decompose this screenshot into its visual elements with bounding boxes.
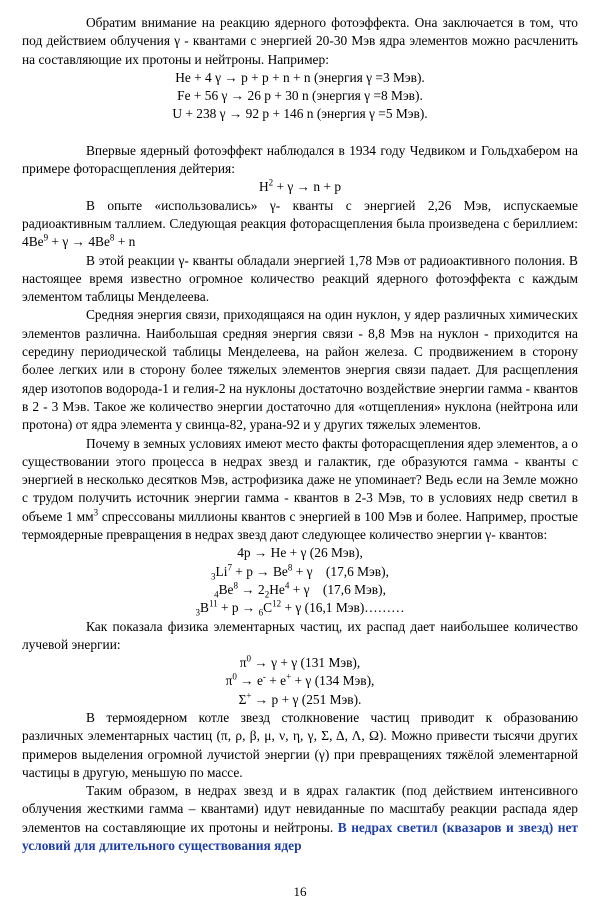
- highlighted-statement: В недрах светил (квазаров и звезд) нет условий для длительного существования ядер: [22, 819, 578, 854]
- paragraph-particle-decay: Как показала физика элементарных частиц, их распад дает наибольшее количество лучевой энергии:: [22, 618, 578, 652]
- equation-thermo-2: $_3Li^7 + p \to Be^8 + \gamma$ (17,6 Мэв),: [211, 562, 389, 582]
- equation-thermo-1: 4p → He + γ (26 Мэв),: [237, 545, 363, 561]
- paragraph-thermonuclear-boiler: В термоядерном котле звезд столкновение частиц приводит к образованию различных элементарных частиц (π, ρ, β, μ, ν, η, γ, Σ, Δ, Λ, Ω). Можно привести тысячи других примеров выделения огромной лучистой энергии (γ) при превращениях тяжёлой элементарной частицы в другую, меньшую по массе.: [22, 709, 578, 780]
- paragraph-conclusion: Таким образом, в недрах звезд и в ядрах галактик (под действием интенсивного облучения жесткими гамма – квантами) идут невиданные по масштабу реакции распада ядер элементов на составляющие их протоны и нейтроны. В недрах светил (квазаров и звезд) нет условий для длительного существования ядер: [22, 783, 578, 854]
- equation-uranium: U + 238 γ → 92 p + 146 n (энергия γ =5 Мэв).: [172, 106, 428, 122]
- equation-thermo-4: $_3B^{11} + p \to _6C^{12} + \gamma$ (16,1 Мэв)………: [195, 598, 405, 618]
- equation-decay-1: $\pi^0 \to \gamma + \gamma$ (131 Мэв),: [239, 653, 361, 671]
- page-number: 16: [293, 884, 307, 899]
- equation-helium: He + 4 γ → p + p + n + n (энергия γ =3 Мэв).: [175, 69, 425, 85]
- paragraph-binding-energy: Средняя энергия связи, приходящаяся на один нуклон, у ядер различных химических элементов различна. Наибольшая средняя энергия связи - 8,8 Мэв на нуклон - приходится на середину периодической таблицы Менделеева, на район железа. С продвижением в сторону более легких или в сторону более тяжелых элементов энергия связи падает. Для расщепления ядер изотопов водорода-1 и гелия-2 на нуклоны достаточно воздействие энергии гамма - квантов в 2 - 3 Мэв. Такое же количество энергии достаточно для «отщепления» нуклона (нейтрона или протона) от ядра элемента у свинца-82, урана-92 и у других тяжелых элементов.: [22, 307, 578, 433]
- paragraph-beryllium: В опыте «использовались» γ- кванты с энергией 2,26 Мэв, испускаемые радиоактивным таллием. Следующая реакция фоторасщепления была произведена с бериллием: $4Be^9 + \gamma \to 4Be^8 + n$: [22, 197, 578, 250]
- document-page: [22, 14, 578, 855]
- equation-decay-2: $\pi^0 \to e^- + e^+ + \gamma$ (134 Мэв),: [225, 671, 375, 689]
- equation-deuterium: $H^2 + \gamma \to n + p$: [258, 177, 342, 195]
- paragraph-first-observation: Впервые ядерный фотоэффект наблюдался в 1934 году Чедвиком и Гольдхабером на примере фоторасщепления дейтерия:: [22, 142, 578, 177]
- paragraph-stellar-conditions: Почему в земных условиях имеют место факты фоторасщепления ядер элементов, а о существовании этого процесса в недрах звезд и галактик, где образуются гамма - кванты с энергией в несколько десятков Мэв, астрофизика даже не упоминает? Ведь если на Земле можно с трудом получить источник энергии гамма - квантов в 2-3 Мэв, то в условиях недр светил в объеме 1 $мм^3$ спрессованы миллионы квантов с энергией в 100 Мэв и более. Например, простые термоядерные превращения в недрах звезд дают следующее количество энергии γ- квантов:: [22, 435, 578, 543]
- equation-iron: Fe + 56 γ → 26 p + 30 n (энергия γ =8 Мэв).: [177, 88, 423, 104]
- equation-thermo-3: $_4Be^8 \to 2_2He^4 + \gamma$ (17,6 Мэв),: [214, 580, 386, 600]
- equation-decay-3: Σ+ → p + γ (251 Мэв).: [238, 690, 362, 707]
- paragraph-polonium: В этой реакции γ- кванты обладали энергией 1,78 Мэв от радиоактивного полония. В настоящее время известно огромное количество реакций ядерного фотоэффекта с каждым элементом таблицы Менделеева.: [22, 252, 578, 305]
- paragraph-photoeffect: Обратим внимание на реакцию ядерного фотоэффекта. Она заключается в том, что под действием облучения γ - квантами с энергией 20-30 Мэв ядра элементов можно расчленить на составляющие их протоны и нейтроны. Например:: [22, 15, 578, 67]
